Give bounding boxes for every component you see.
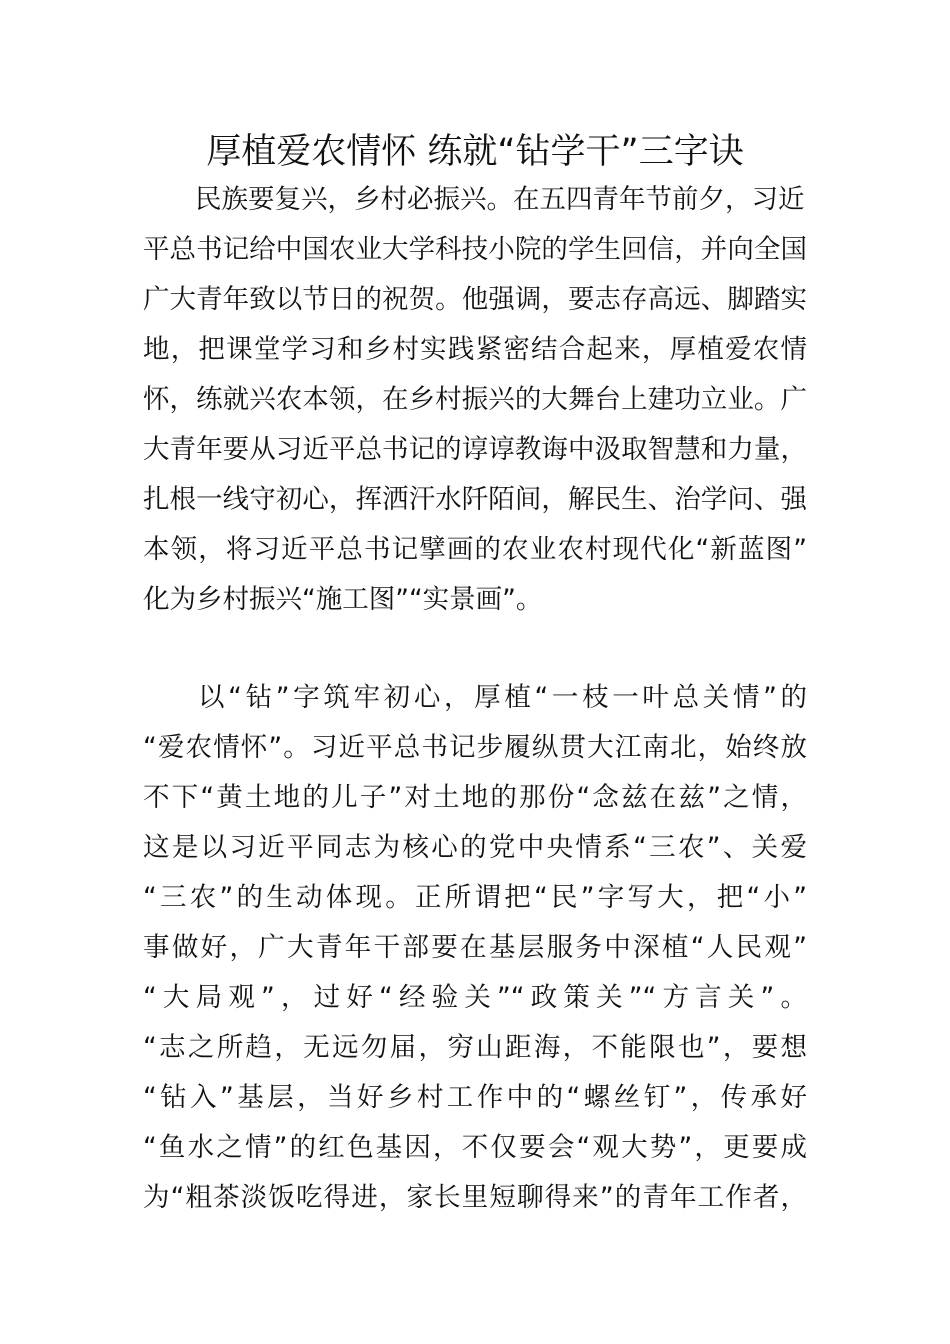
paragraph-1-line-1: 民族要复兴，乡村必振兴。在五四青年节前夕，习近 [195,184,805,215]
paragraph-2-line-2: “爱农情怀”。习近平总书记步履纵贯大江南北，始终放 [143,732,807,763]
paragraph-1-line-8: 本领，将习近平总书记擘画的农业农村现代化“新蓝图” [143,534,807,565]
paragraph-1-line-9: 化为乡村振兴“施工图”“实景画”。 [143,584,543,615]
paragraph-2-line-1: 以“钻”字筑牢初心，厚植“一枝一叶总关情”的 [198,682,807,713]
paragraph-2-line-8: “志之所趋，无远勿届，穷山距海，不能限也”，要想 [143,1032,807,1063]
paragraph-1-line-7: 扎根一线守初心，挥洒汗水阡陌间，解民生、治学问、强 [143,484,807,515]
paragraph-1-line-4: 地，把课堂学习和乡村实践紧密结合起来，厚植爱农情 [143,334,807,365]
paragraph-1-line-2: 平总书记给中国农业大学科技小院的学生回信，并向全国 [143,234,807,265]
paragraph-2-line-10: “鱼水之情”的红色基因，不仅要会“观大势”，更要成 [143,1132,807,1163]
paragraph-1-line-3: 广大青年致以节日的祝贺。他强调，要志存高远、脚踏实 [143,284,807,315]
paragraph-2-line-11: 为“粗茶淡饭吃得进，家长里短聊得来”的青年工作者， [143,1182,807,1213]
paragraph-2-line-4: 这是以习近平同志为核心的党中央情系“三农”、关爱 [143,832,807,863]
document-title: 厚植爱农情怀 练就“钻学干”三字诀 [206,132,744,172]
paragraph-1-line-5: 怀，练就兴农本领，在乡村振兴的大舞台上建功立业。广 [143,384,807,415]
paragraph-2-line-7: “大局观”，过好“经验关”“政策关”“方言关”。 [143,982,807,1013]
paragraph-2-line-9: “钻入”基层，当好乡村工作中的“螺丝钉”，传承好 [143,1082,807,1113]
paragraph-2-line-6: 事做好，广大青年干部要在基层服务中深植“人民观” [143,932,807,963]
paragraph-2-line-3: 不下“黄土地的儿子”对土地的那份“念兹在兹”之情， [143,782,807,813]
paragraph-1-line-6: 大青年要从习近平总书记的谆谆教诲中汲取智慧和力量， [143,434,807,465]
paragraph-2-line-5: “三农”的生动体现。正所谓把“民”字写大，把“小” [143,882,807,913]
